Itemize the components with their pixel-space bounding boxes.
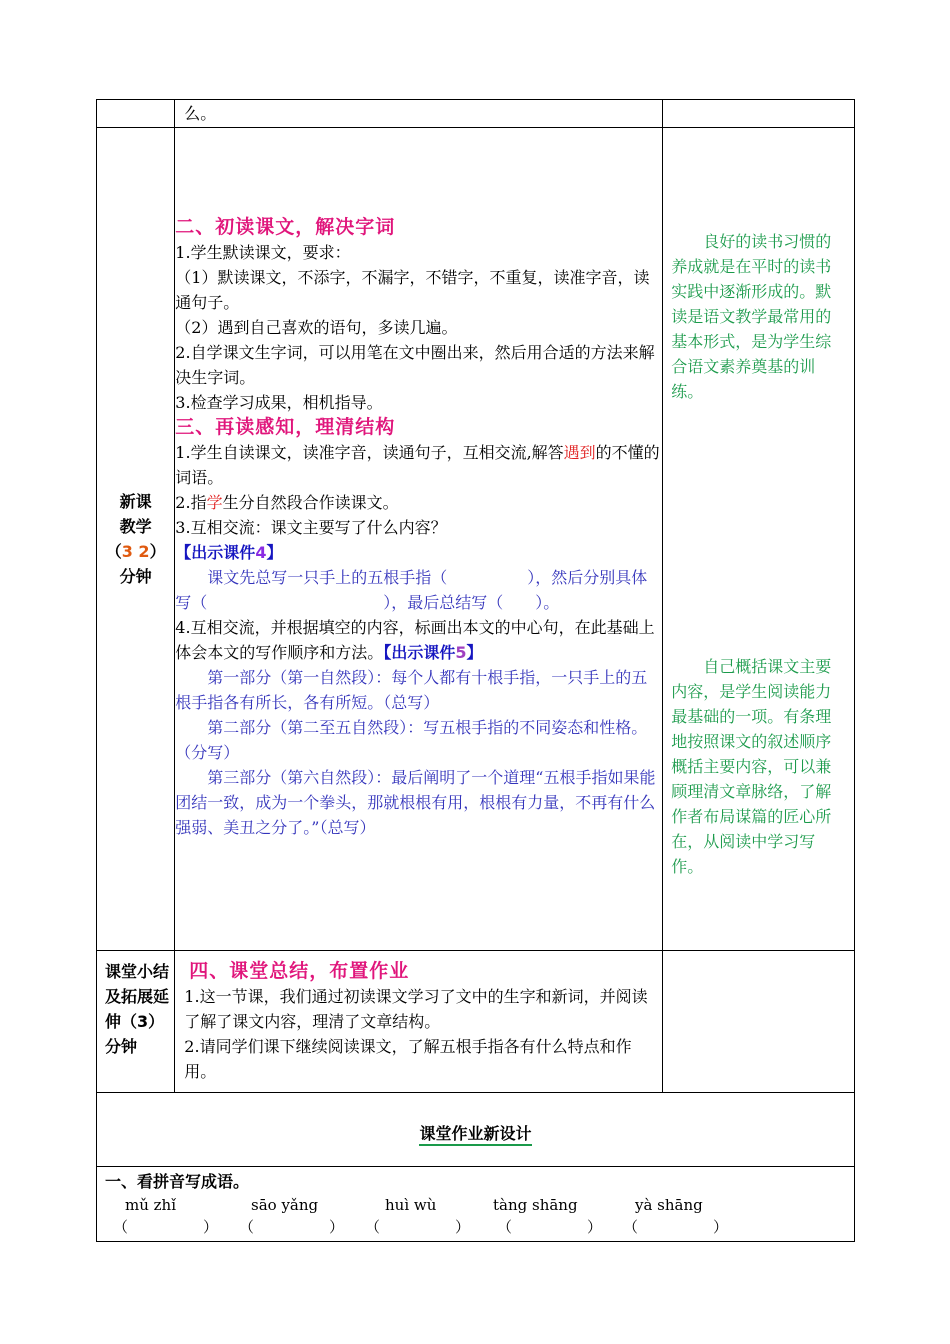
- section2-item: 1.学生默读课文，要求：: [175, 243, 351, 262]
- pinyin-item: mǔ zhǐ: [125, 1196, 177, 1214]
- structure-part-3: 第三部分（第六自然段）：最后阐明了一个道理“五根手指如果能团结一致，成为一个拳头，那就根根有用，根根有力量，不再有什么强弱、美丑之分了。”（总写）: [175, 768, 656, 837]
- pinyin-item: sāo yǎng: [251, 1196, 319, 1214]
- section2-item: 2.自学课文生字词，可以用笔在文中圈出来，然后用合适的方法来解决生字词。: [175, 343, 655, 387]
- answer-row: [97, 1216, 854, 1238]
- table-row: [97, 1093, 855, 1167]
- fill-in-sentence: 课文先总写一只手上的五根手指（ ），然后分别具体写（ ），最后总结写（ ）。: [175, 568, 648, 612]
- note-cell: [663, 100, 855, 128]
- courseware-tag-4: 【出示课件4】: [175, 543, 283, 562]
- structure-part-2: 第二部分（第二至五自然段）：写五根手指的不同姿态和性格。（分写）: [175, 718, 648, 762]
- answer-blank: （ ）: [365, 1218, 471, 1236]
- exercise-heading: 一、看拼音写成语。: [105, 1172, 250, 1191]
- answer-blank: （ ）: [113, 1218, 219, 1236]
- section4-item: 1.这一节课，我们通过初读课文学习了文中的生字和新词，并阅读了解了课文内容，理清了文章结构。: [184, 987, 648, 1031]
- reading-habit-note: 良好的读书习惯的养成就是在平时的读书实践中逐渐形成的。默读是语文教学最常用的基本形式，是为学生综合语文素养奠基的训练。: [671, 232, 832, 401]
- pinyin-item: yà shāng: [635, 1196, 703, 1214]
- section4-heading: 四、课堂总结，布置作业: [189, 960, 410, 982]
- summary-label-cell: [97, 951, 175, 1093]
- answer-blank: （ ）: [497, 1218, 603, 1236]
- pinyin-item: tàng shāng: [493, 1196, 578, 1214]
- section2-item: 3.检查学习成果，相机指导。: [175, 393, 383, 412]
- table-row: [97, 951, 855, 1093]
- summary-label: 课堂小结及拓展延伸（3）分钟: [105, 962, 170, 1056]
- design-title: 课堂作业新设计: [97, 1121, 854, 1144]
- section2-item: （1）默读课文，不添字，不漏字，不错字，不重复，读准字音，读通句子。: [175, 268, 650, 312]
- section3-item1: 1.学生自读课文，读准字音，读通句子，互相交流,解答遇到的不懂的词语。: [175, 443, 660, 487]
- section3-item3: 3.互相交流：课文主要写了什么内容？: [175, 518, 447, 537]
- summary-ability-note: 自己概括课文主要内容，是学生阅读能力最基础的一项。有条理地按照课文的叙述顺序概括主要内容，可以兼顾理清文章脉络，了解作者布局谋篇的匠心所在，从阅读中学习写作。: [671, 657, 832, 876]
- exercise-cell: [97, 1167, 855, 1242]
- top-text: 么。: [175, 100, 663, 128]
- structure-part-1: 第一部分（第一自然段）：每个人都有十根手指，一只手上的五根手指各有所长，各有所短。（总写）: [175, 668, 648, 712]
- new-lesson-label: 新课 教学 （3 2） 分钟: [105, 492, 166, 586]
- section3-heading: 三、再读感知，理清结构: [175, 416, 396, 438]
- answer-blank: （ ）: [623, 1218, 729, 1236]
- section2-item: （2）遇到自己喜欢的语句，多读几遍。: [175, 318, 458, 337]
- new-lesson-content: [175, 128, 663, 951]
- section4-item: 2.请同学们课下继续阅读课文，了解五根手指各有什么特点和作用。: [184, 1037, 632, 1081]
- section2-heading: 二、初读课文，解决字词: [175, 216, 396, 238]
- pinyin-item: huì wù: [385, 1196, 437, 1214]
- section3-item2: 2.指学生分自然段合作读课文。: [175, 493, 399, 512]
- lesson-plan-table: [96, 99, 855, 1242]
- pinyin-row: [97, 1194, 854, 1216]
- table-row: [97, 128, 855, 951]
- new-lesson-label-cell: [97, 128, 175, 951]
- summary-note-cell: [663, 951, 855, 1093]
- summary-content: [175, 951, 663, 1093]
- table-row: [97, 1167, 855, 1242]
- label-cell: [97, 100, 175, 128]
- notes-cell: [663, 128, 855, 951]
- answer-blank: （ ）: [239, 1218, 345, 1236]
- section3-item4: 4.互相交流，并根据填空的内容，标画出本文的中心句，在此基础上体会本文的写作顺序和方法。【出示课件5】: [175, 618, 655, 662]
- design-title-cell: [97, 1093, 855, 1167]
- table-row: [97, 100, 855, 128]
